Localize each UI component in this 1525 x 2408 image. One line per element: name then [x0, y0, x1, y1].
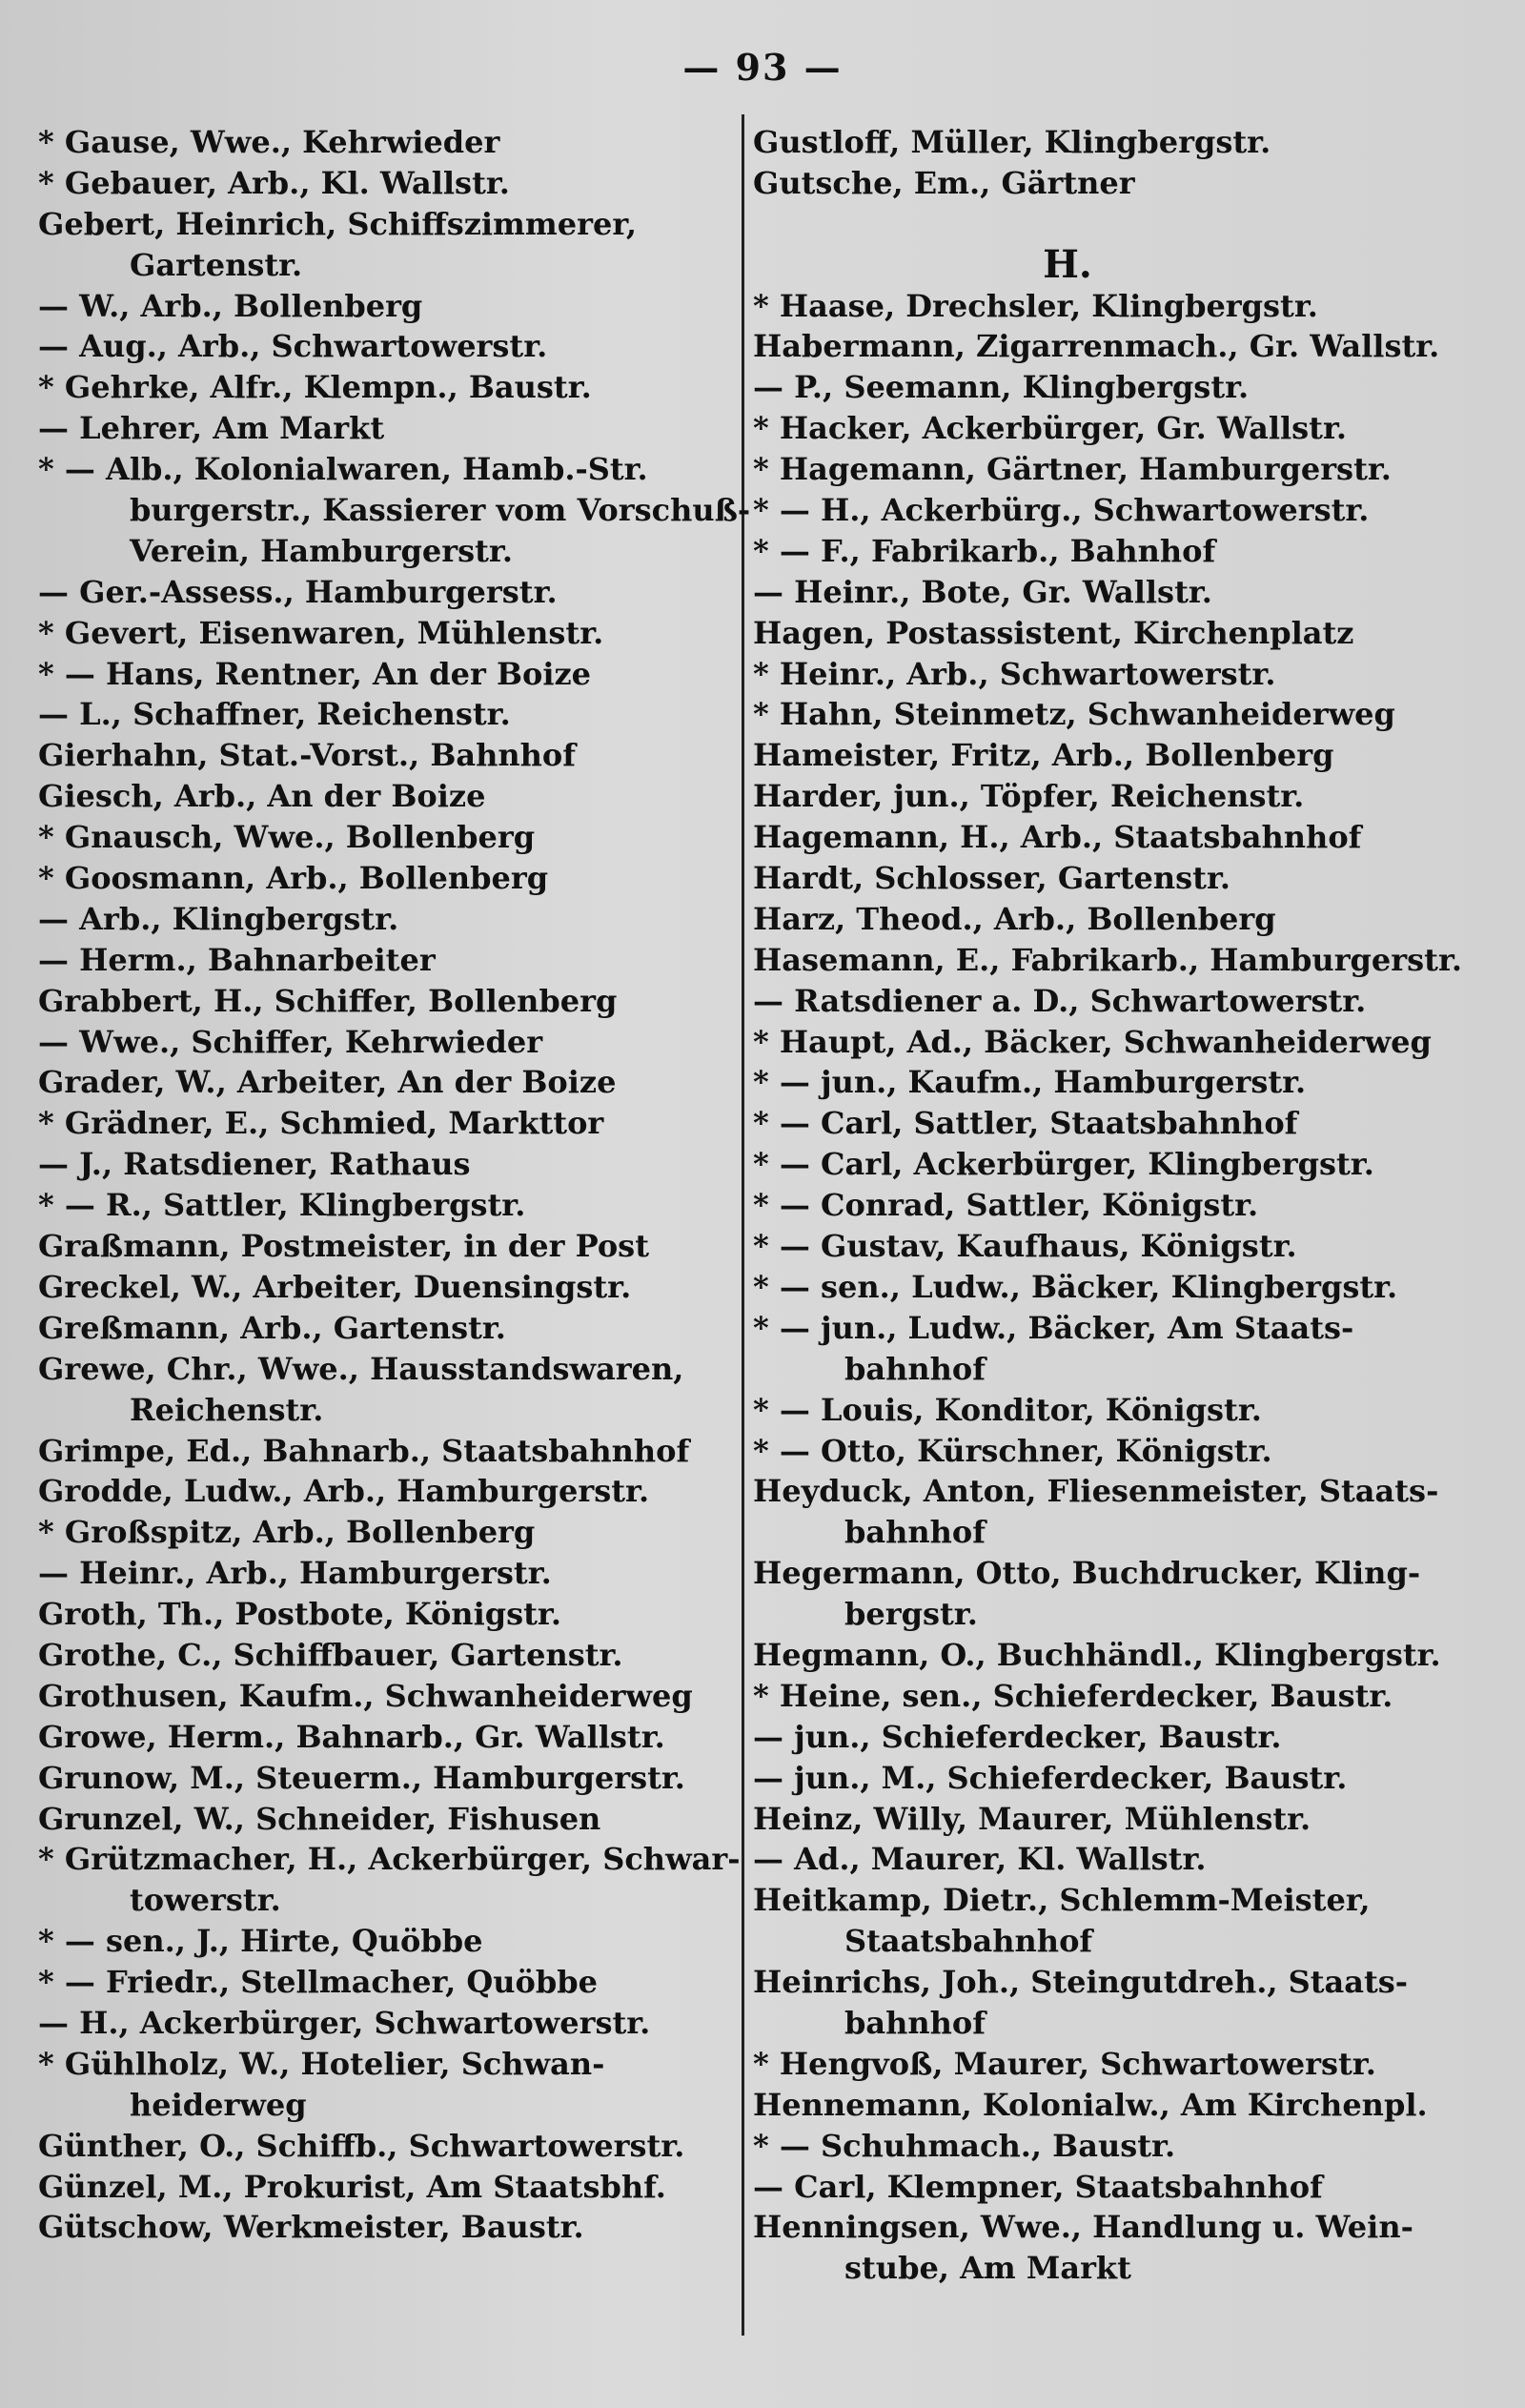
directory-entry: Günzel, M., Prokurist, Am Staatsbhf. [38, 2168, 666, 2205]
directory-entry: * — Carl, Sattler, Staatsbahnhof [753, 1105, 1298, 1142]
directory-entry: — Ratsdiener a. D., Schwartowerstr. [753, 982, 1367, 1019]
directory-entry: * Hacker, Ackerbürger, Gr. Wallstr. [753, 410, 1348, 447]
directory-entry: * Heine, sen., Schieferdecker, Baustr. [753, 1677, 1393, 1714]
directory-entry: — Ad., Maurer, Kl. Wallstr. [753, 1841, 1207, 1878]
directory-entry: * Haupt, Ad., Bäcker, Schwanheiderweg [753, 1023, 1432, 1060]
directory-entry: — jun., Schieferdecker, Baustr. [753, 1718, 1282, 1755]
directory-entry: — P., Seemann, Klingbergstr. [753, 369, 1250, 406]
directory-entry: — W., Arb., Bollenberg [38, 287, 423, 324]
directory-entry: Verein, Hamburgerstr. [130, 532, 513, 569]
right-column [753, 122, 1496, 2289]
directory-entry: — Arb., Klingbergstr. [38, 900, 399, 937]
directory-entry: Hegmann, O., Buchhändl., Klingbergstr. [753, 1636, 1441, 1673]
directory-entry: Harder, jun., Töpfer, Reichenstr. [753, 778, 1305, 815]
directory-entry: Heyduck, Anton, Fliesenmeister, Staats- [753, 1473, 1439, 1510]
directory-entry: Staatsbahnhof [844, 1923, 1093, 1960]
directory-entry: * — jun., Ludw., Bäcker, Am Staats- [753, 1309, 1354, 1346]
directory-entry: * — Louis, Konditor, Königstr. [753, 1391, 1262, 1428]
directory-entry: * — Gustav, Kaufhaus, Königstr. [753, 1228, 1297, 1265]
directory-entry: * — Conrad, Sattler, Königstr. [753, 1187, 1259, 1224]
directory-entry: Gutsche, Em., Gärtner [753, 164, 1135, 201]
directory-entry: — jun., M., Schieferdecker, Baustr. [753, 1759, 1348, 1796]
directory-entry: * Grädner, E., Schmied, Markttor [38, 1105, 604, 1142]
directory-entry: * Gnausch, Wwe., Bollenberg [38, 819, 536, 856]
directory-entry: * Grützmacher, H., Ackerbürger, Schwar- [38, 1841, 741, 1878]
directory-entry: Grewe, Chr., Wwe., Hausstandswaren, [38, 1350, 684, 1387]
directory-entry: * — Hans, Rentner, An der Boize [38, 655, 592, 692]
page-number: — 93 — [682, 46, 843, 89]
directory-entry: Hagen, Postassistent, Kirchenplatz [753, 614, 1354, 651]
directory-entry: * Gühlholz, W., Hotelier, Schwan- [38, 2045, 605, 2082]
directory-entry: — Heinr., Arb., Hamburgerstr. [38, 1555, 552, 1592]
directory-entry: Hameister, Fritz, Arb., Bollenberg [753, 737, 1334, 774]
directory-entry: stube, Am Markt [844, 2250, 1131, 2287]
directory-entry: Henningsen, Wwe., Handlung u. Wein- [753, 2209, 1413, 2246]
directory-entry: Habermann, Zigarrenmach., Gr. Wallstr. [753, 328, 1440, 365]
directory-entry [753, 204, 1496, 245]
directory-entry: Grader, W., Arbeiter, An der Boize [38, 1064, 617, 1101]
directory-entry: Grabbert, H., Schiffer, Bollenberg [38, 982, 618, 1019]
directory-entry: * — Schuhmach., Baustr. [753, 2127, 1176, 2164]
directory-entry: Heinz, Willy, Maurer, Mühlenstr. [753, 1800, 1312, 1837]
left-column [38, 122, 751, 2248]
directory-entry: — Aug., Arb., Schwartowerstr. [38, 328, 548, 365]
directory-entry: Grothe, C., Schiffbauer, Gartenstr. [38, 1636, 623, 1673]
directory-entry: * — H., Ackerbürg., Schwartowerstr. [753, 492, 1370, 529]
directory-entry: — L., Schaffner, Reichenstr. [38, 696, 511, 733]
section-heading: H. [1043, 241, 1092, 287]
directory-entry: Gierhahn, Stat.-Vorst., Bahnhof [38, 737, 577, 774]
directory-entry: — Lehrer, Am Markt [38, 410, 385, 447]
directory-entry: — H., Ackerbürger, Schwartowerstr. [38, 2004, 651, 2041]
directory-entry: burgerstr., Kassierer vom Vorschuß- [130, 492, 751, 529]
directory-entry: * Gause, Wwe., Kehrwieder [38, 124, 500, 160]
directory-entry: — Herm., Bahnarbeiter [38, 941, 436, 978]
directory-entry: Grothusen, Kaufm., Schwanheiderweg [38, 1677, 693, 1714]
directory-entry: * — Friedr., Stellmacher, Quöbbe [38, 1964, 598, 2001]
directory-entry: — J., Ratsdiener, Rathaus [38, 1146, 471, 1183]
directory-entry: * Goosmann, Arb., Bollenberg [38, 860, 549, 897]
directory-entry: Hennemann, Kolonialw., Am Kirchenpl. [753, 2086, 1428, 2123]
directory-entry: Groth, Th., Postbote, Königstr. [38, 1596, 561, 1633]
directory-entry: * — jun., Kaufm., Hamburgerstr. [753, 1064, 1307, 1101]
directory-entry: * Hahn, Steinmetz, Schwanheiderweg [753, 696, 1395, 733]
directory-entry: Grodde, Ludw., Arb., Hamburgerstr. [38, 1473, 650, 1510]
directory-entry: Günther, O., Schiffb., Schwartowerstr. [38, 2127, 685, 2164]
directory-entry: * — Otto, Kürschner, Königstr. [753, 1432, 1272, 1469]
directory-entry: * Haase, Drechsler, Klingbergstr. [753, 287, 1318, 324]
directory-entry: Gartenstr. [130, 246, 303, 283]
directory-entry: * — sen., Ludw., Bäcker, Klingbergstr. [753, 1268, 1398, 1305]
directory-entry: * Großspitz, Arb., Bollenberg [38, 1514, 536, 1551]
directory-entry: * — sen., J., Hirte, Quöbbe [38, 1923, 483, 1960]
directory-entry: — Heinr., Bote, Gr. Wallstr. [753, 573, 1212, 610]
directory-entry: Giesch, Arb., An der Boize [38, 778, 486, 815]
directory-entry: Grimpe, Ed., Bahnarb., Staatsbahnhof [38, 1432, 690, 1469]
directory-entry: — Ger.-Assess., Hamburgerstr. [38, 573, 558, 610]
directory-entry: * Gevert, Eisenwaren, Mühlenstr. [38, 614, 604, 651]
directory-entry: — Carl, Klempner, Staatsbahnhof [753, 2168, 1323, 2205]
directory-entry: Heinrichs, Joh., Steingutdreh., Staats- [753, 1964, 1409, 2001]
directory-entry: * Gebauer, Arb., Kl. Wallstr. [38, 164, 510, 201]
directory-entry: Gütschow, Werkmeister, Baustr. [38, 2209, 584, 2246]
directory-entry: * Gehrke, Alfr., Klempn., Baustr. [38, 369, 592, 406]
directory-entry: — Wwe., Schiffer, Kehrwieder [38, 1023, 543, 1060]
directory-entry: heiderweg [130, 2086, 307, 2123]
directory-entry: * Hengvoß, Maurer, Schwartowerstr. [753, 2045, 1376, 2082]
directory-entry: Gebert, Heinrich, Schiffszimmerer, [38, 205, 637, 242]
directory-entry: Gustloff, Müller, Klingbergstr. [753, 124, 1271, 160]
directory-entry: Hasemann, E., Fabrikarb., Hamburgerstr. [753, 941, 1462, 978]
directory-entry: Heitkamp, Dietr., Schlemm-Meister, [753, 1882, 1371, 1919]
directory-entry: Reichenstr. [130, 1391, 324, 1428]
directory-entry: Graßmann, Postmeister, in der Post [38, 1228, 649, 1265]
directory-entry: bahnhof [844, 2004, 986, 2041]
directory-entry: Hardt, Schlosser, Gartenstr. [753, 860, 1231, 897]
directory-entry: Hagemann, H., Arb., Staatsbahnhof [753, 819, 1362, 856]
directory-entry: bahnhof [844, 1350, 986, 1387]
directory-entry: towerstr. [130, 1882, 281, 1919]
directory-entry: * — F., Fabrikarb., Bahnhof [753, 532, 1216, 569]
directory-entry: Greckel, W., Arbeiter, Duensingstr. [38, 1268, 632, 1305]
directory-entry: Grunzel, W., Schneider, Fishusen [38, 1800, 601, 1837]
directory-entry: Greßmann, Arb., Gartenstr. [38, 1309, 506, 1346]
directory-entry: Grunow, M., Steuerm., Hamburgerstr. [38, 1759, 685, 1796]
directory-entry: * — Carl, Ackerbürger, Klingbergstr. [753, 1146, 1374, 1183]
directory-entry: bergstr. [844, 1596, 978, 1633]
directory-entry: * — Alb., Kolonialwaren, Hamb.-Str. [38, 451, 648, 488]
directory-entry: Growe, Herm., Bahnarb., Gr. Wallstr. [38, 1718, 665, 1755]
directory-entry: bahnhof [844, 1514, 986, 1551]
directory-entry: * Heinr., Arb., Schwartowerstr. [753, 655, 1276, 692]
directory-entry: * Hagemann, Gärtner, Hamburgerstr. [753, 451, 1392, 488]
directory-entry: Hegermann, Otto, Buchdrucker, Kling- [753, 1555, 1421, 1592]
directory-entry: * — R., Sattler, Klingbergstr. [38, 1187, 526, 1224]
directory-entry: Harz, Theod., Arb., Bollenberg [753, 900, 1276, 937]
